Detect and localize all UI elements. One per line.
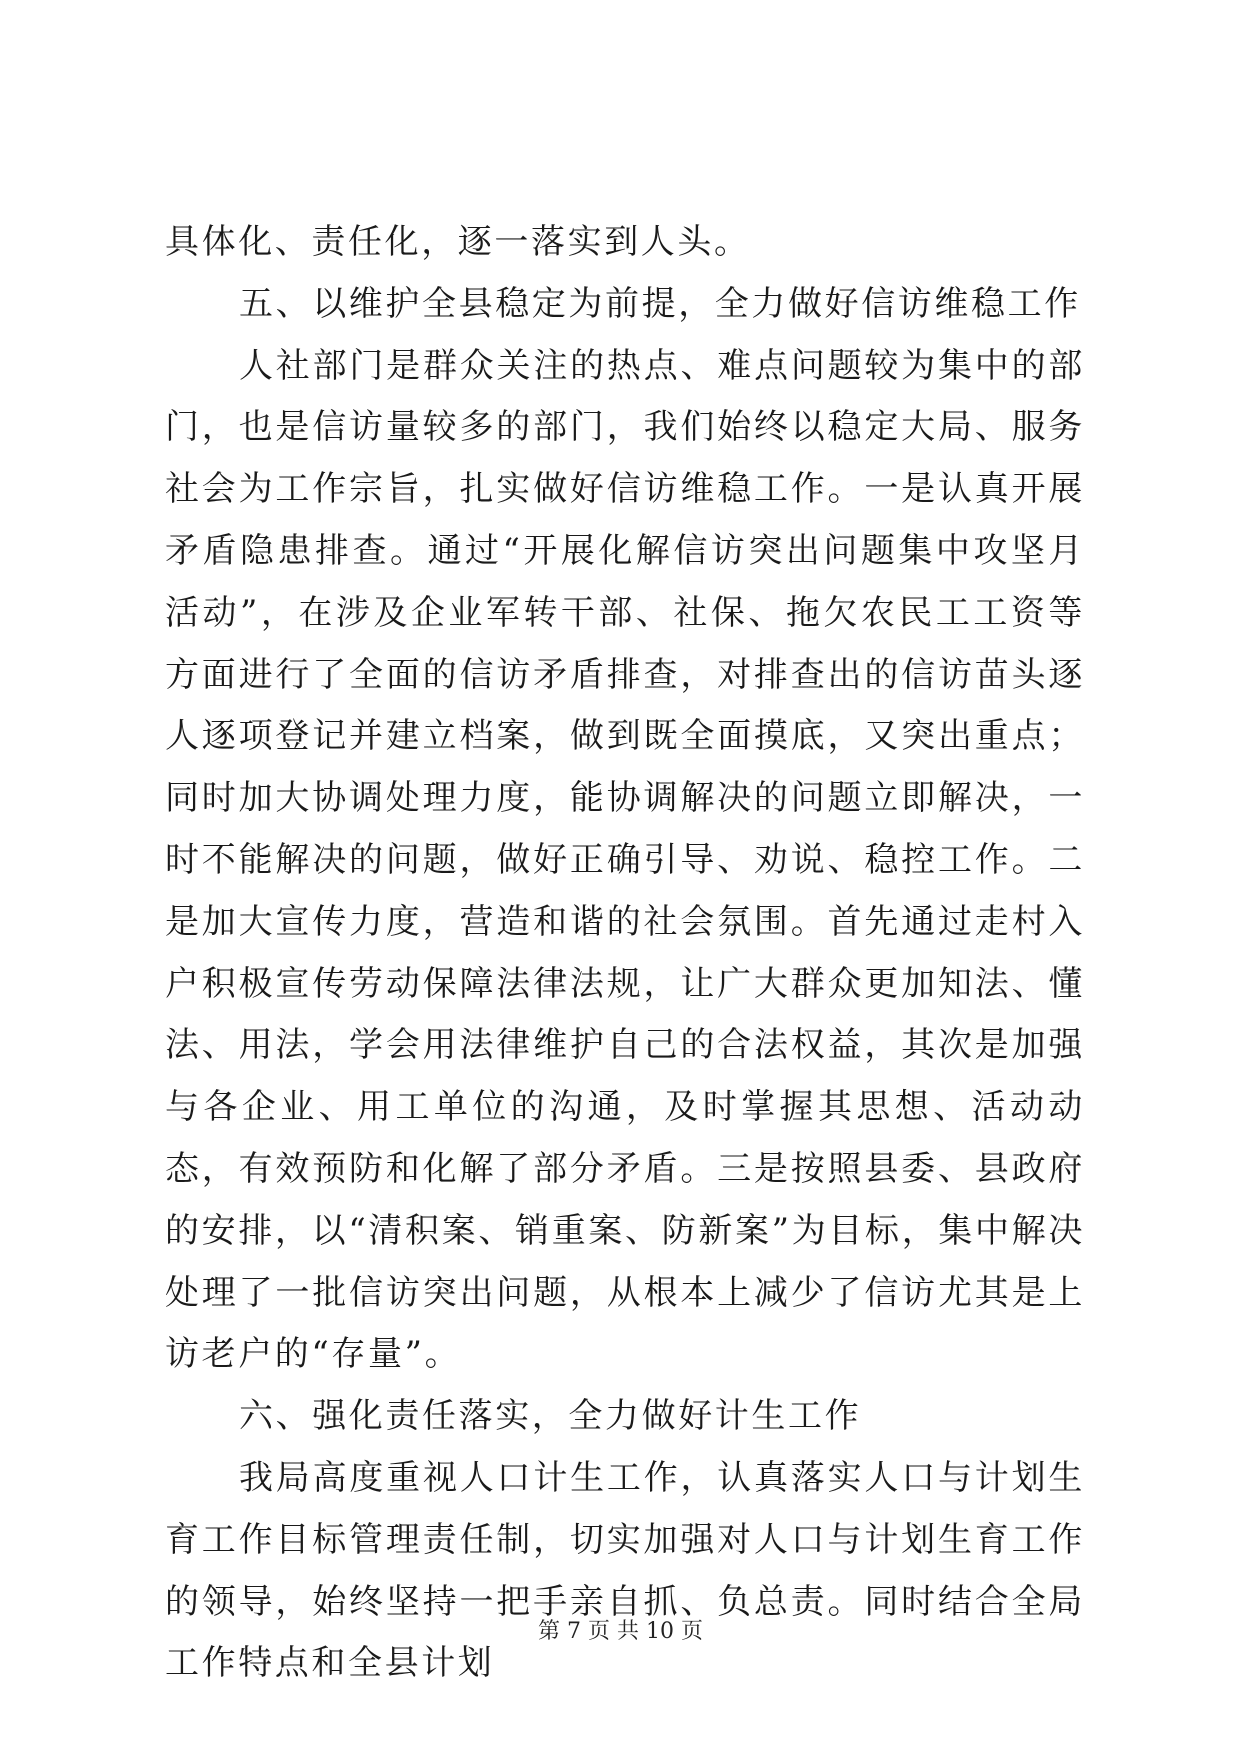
page-number-footer: 第 7 页 共 10 页 — [538, 1619, 703, 1644]
document-body — [165, 212, 1085, 1695]
paragraph-continuation: 具体化、责任化，逐一落实到人头。 — [165, 222, 751, 262]
paragraph-family-planning: 我局高度重视人口计生工作，认真落实人口与计划生育工作目标管理责任制，切实加强对人口与计划生育工作的领导，始终坚持一把手亲自抓、负总责。同时结合全局工作特点和全县计划 — [165, 1457, 1085, 1684]
paragraph-petition-work: 人社部门是群众关注的热点、难点问题较为集中的部门，也是信访量较多的部门，我们始终以稳定大局、服务社会为工作宗旨，扎实做好信访维稳工作。一是认真开展矛盾隐患排查。通过“开展化解信访突出问题集中攻坚月活动”，在涉及企业军转干部、社保、拖欠农民工工资等方面进行了全面的信访矛盾排查，对排查出的信访苗头逐人逐项登记并建立档案，做到既全面摸底，又突出重点；同时加大协调处理力度，能协调解决的问题立即解决，一时不能解决的问题，做好正确引导、劝说、稳控工作。二是加大宣传力度，营造和谐的社会氛围。首先通过走村入户积极宣传劳动保障法律法规，让广大群众更加知法、懂法、用法，学会用法律维护自己的合法权益，其次是加强与各企业、用工单位的沟通，及时掌握其思想、活动动态，有效预防和化解了部分矛盾。三是按照县委、县政府的安排，以“清积案、销重案、防新案”为目标，集中解决处理了一批信访突出问题，从根本上减少了信访尤其是上访老户的“存量”。 — [165, 345, 1085, 1375]
section-heading-6: 六、强化责任落实，全力做好计生工作 — [239, 1396, 862, 1437]
section-heading-5: 五、以维护全县稳定为前提，全力做好信访维稳工作 — [239, 283, 1081, 324]
